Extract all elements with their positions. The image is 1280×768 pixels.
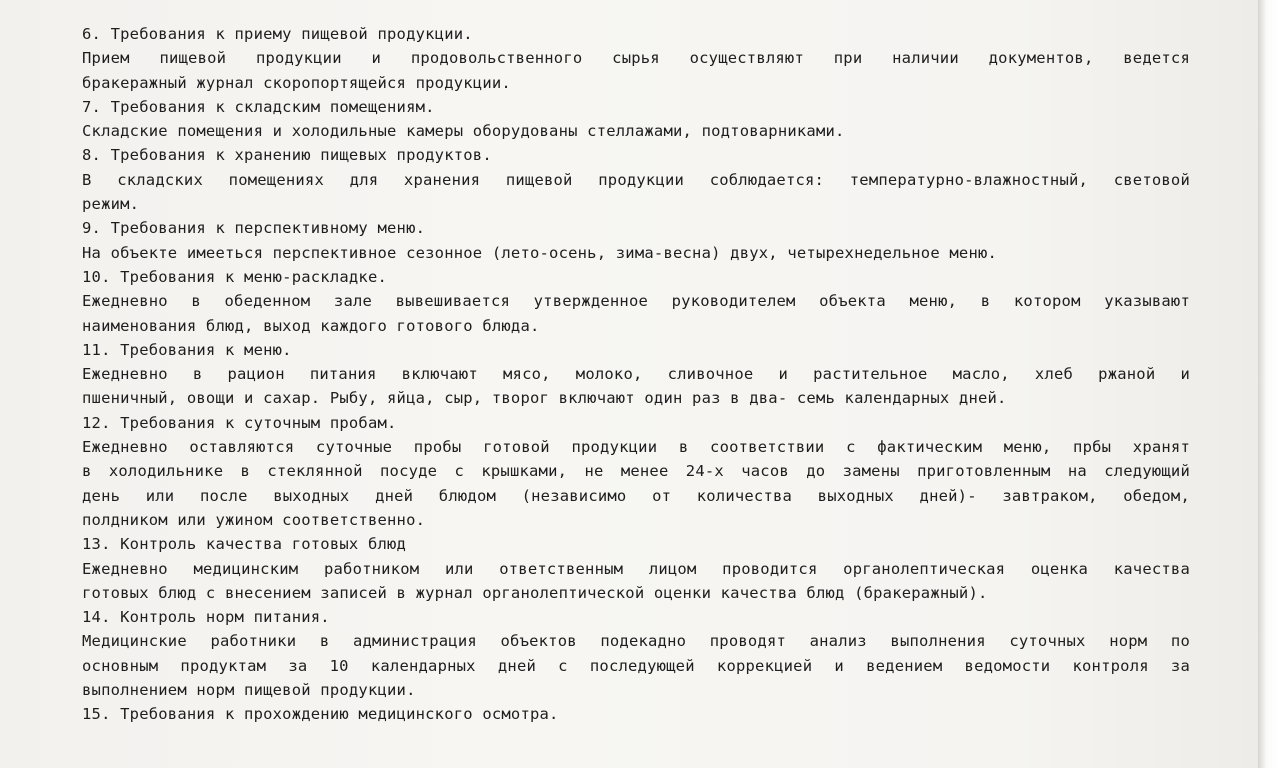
paragraph-line: В складских помещениях для хранения пищевой продукции соблюдается: температурно-влажностный, световой — [82, 170, 1190, 189]
paragraph-line: Прием пищевой продукции и продовольственного сырья осуществляют при наличии документов, ведется — [82, 49, 1190, 68]
section-heading-14: 14. Контроль норм питания. — [82, 608, 330, 627]
section-heading-15: 15. Требования к прохождению медицинского осмотра. — [82, 705, 559, 724]
section-heading-11: 11. Требования к меню. — [82, 340, 292, 359]
paragraph-line: полдником или ужином соответственно. — [82, 510, 426, 529]
section-heading-9: 9. Требования к перспективному меню. — [82, 219, 426, 238]
document-text — [82, 22, 1190, 727]
paragraph-line: день или после выходных дней блюдом (независимо от количества выходных дней)- завтраком, обедом, — [82, 486, 1190, 505]
paragraph-line: бракеражный журнал скоропортящейся продукции. — [82, 73, 511, 92]
section-heading-12: 12. Требования к суточным пробам. — [82, 413, 397, 432]
section-heading-10: 10. Требования к меню-раскладке. — [82, 267, 388, 286]
paragraph-line: пшеничный, овощи и сахар. Рыбу, яйца, сыр, творог включают один раз в два- семь календарных дней. — [82, 389, 1007, 408]
paragraph-line: готовых блюд с внесением записей в журнал органолептической оценки качества блюд (бракеражный). — [82, 583, 988, 602]
paragraph-line: основным продуктам за 10 календарных дней с последующей коррекцией и ведением ведомости контроля за — [82, 656, 1190, 675]
paragraph-line: наименования блюд, выход каждого готового блюда. — [82, 316, 540, 335]
section-heading-8: 8. Требования к хранению пищевых продуктов. — [82, 146, 492, 165]
paragraph-line: в холодильнике в стеклянной посуде с крышками, не менее 24-х часов до замены приготовленным на следующий — [82, 462, 1190, 481]
paragraph-line: Ежедневно оставляются суточные пробы готовой продукции в соответствии с фактическим меню, прбы хранят — [82, 438, 1190, 457]
section-heading-13: 13. Контроль качества готовых блюд — [82, 535, 407, 554]
paragraph-line: выполнением норм пищевой продукции. — [82, 681, 416, 700]
paragraph-line: Ежедневно медицинским работником или ответственным лицом проводится органолептическая оценка качества — [82, 559, 1190, 578]
paragraph-line: Медицинские работники в администрация объектов подекадно проводят анализ выполнения суточных норм по — [82, 632, 1190, 651]
paragraph-line: Ежедневно в рацион питания включают мясо, молоко, сливочное и растительное масло, хлеб ржаной и — [82, 365, 1190, 384]
paragraph-line: Складские помещения и холодильные камеры оборудованы стеллажами, подтоварниками. — [82, 122, 845, 141]
section-heading-6: 6. Требования к приему пищевой продукции. — [82, 25, 473, 43]
paragraph-line: Ежедневно в обеденном зале вывешивается утвержденное руководителем объекта меню, в котором указывают — [82, 292, 1190, 311]
paper-edge — [1258, 0, 1280, 768]
section-heading-7: 7. Требования к складским помещениям. — [82, 97, 435, 116]
paragraph-line: режим. — [82, 195, 140, 214]
paragraph-line: На объекте имееться перспективное сезонное (лето-осень, зима-весна) двух, четырехнедельное меню. — [82, 243, 998, 262]
